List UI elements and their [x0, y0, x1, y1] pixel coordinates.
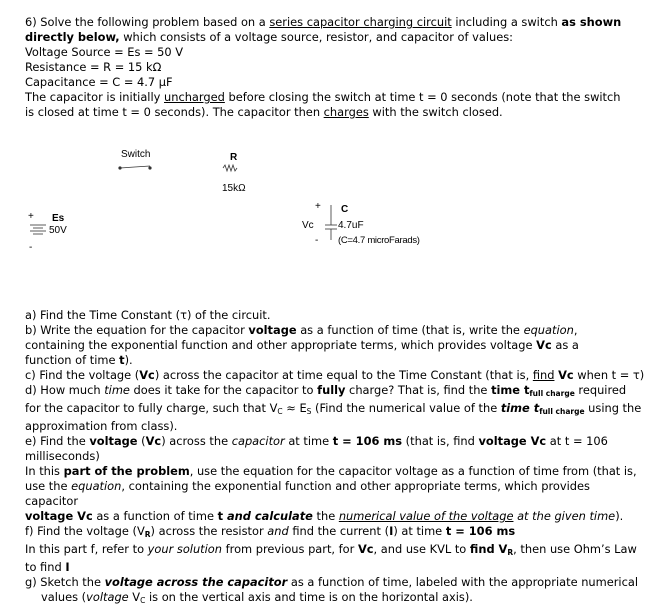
- text: voltage: [89, 434, 138, 448]
- text: 6) Solve the following problem based on a: [25, 15, 270, 29]
- text: charge? That is, find the: [345, 383, 492, 397]
- text: at the given time: [513, 509, 616, 523]
- intro-line-1: [25, 15, 640, 30]
- source-value: 50V: [49, 225, 67, 236]
- text: ).: [124, 353, 133, 367]
- text: the: [312, 509, 339, 523]
- text: as a function of time: [92, 509, 218, 523]
- text: which consists of a voltage source, resistor, and capacitor of values:: [119, 30, 513, 44]
- circuit-diagram: [0, 140, 665, 260]
- text: c) Find the voltage (: [25, 368, 140, 382]
- capacitor-label: C: [341, 204, 349, 215]
- problem-intro: [25, 15, 640, 120]
- text: I: [389, 524, 394, 538]
- question-b-line-3: [25, 353, 640, 368]
- intro-line-2: [25, 30, 640, 45]
- text: from previous part, for: [222, 542, 358, 556]
- text: voltage Vc: [25, 509, 93, 523]
- question-g-line-1: [25, 575, 640, 590]
- text: voltage across the capacitor: [104, 575, 288, 589]
- question-c: [25, 368, 645, 383]
- text: your solution: [147, 542, 222, 556]
- text: ) at time: [393, 524, 446, 538]
- text: S: [306, 407, 312, 416]
- text: , containing the exponential function and other appropriate terms, which provides: [121, 479, 590, 493]
- text: ) across the: [161, 434, 232, 448]
- capacitance-value: Capacitance = C = 4.7 μF: [25, 75, 173, 89]
- text: at t = 106: [546, 434, 608, 448]
- text: with the switch closed.: [368, 105, 503, 119]
- text: time t: [491, 383, 530, 397]
- instruction-line-2: [25, 479, 640, 494]
- text: (: [137, 434, 146, 448]
- text: part of the problem: [63, 464, 190, 478]
- instruction-line-4: [25, 509, 640, 524]
- text: ).: [615, 509, 624, 523]
- text: capacitor: [231, 434, 285, 448]
- text: is closed at time t = 0 seconds). The capacitor then: [25, 105, 324, 119]
- capacitor-minus-sign: -: [315, 235, 319, 246]
- text: use the: [25, 479, 72, 493]
- text: uncharged: [164, 90, 225, 104]
- source-plus-sign: +: [28, 211, 34, 222]
- text: g) Sketch the: [25, 575, 105, 589]
- text: voltage: [248, 323, 297, 337]
- switch-label: Switch: [121, 149, 151, 160]
- text: V: [128, 590, 141, 604]
- question-d-line-1: [25, 383, 640, 401]
- text: is on the vertical axis and time is on the horizontal axis).: [145, 590, 473, 604]
- text: numerical value of the voltage: [338, 509, 514, 523]
- text: ) across the capacitor at time equal to the Time Constant (that is,: [154, 368, 533, 382]
- intro-line-6: [25, 90, 640, 105]
- capacitor-plus-sign: +: [315, 201, 321, 212]
- source-minus-sign: -: [29, 242, 33, 253]
- text: equation: [523, 323, 574, 337]
- resistance-value: Resistance = R = 15 kΩ: [25, 60, 162, 74]
- question-e-line-2: milliseconds): [25, 449, 100, 463]
- text: I: [65, 560, 70, 574]
- battery-symbol: [30, 225, 46, 234]
- question-d-line-3: approximation from class).: [25, 419, 178, 433]
- text: time: [104, 383, 130, 397]
- instruction-line-1: [25, 464, 640, 479]
- capacitor-symbol: [325, 205, 337, 240]
- text: full charge: [529, 389, 575, 398]
- text: Vc: [536, 338, 552, 352]
- text: as a: [551, 338, 579, 352]
- questions: [25, 308, 645, 608]
- text: and calculate: [223, 509, 313, 523]
- text: C: [140, 596, 146, 605]
- text: including a switch: [451, 15, 562, 29]
- text: required: [574, 383, 627, 397]
- text: as shown: [561, 15, 622, 29]
- question-b-line-1: [25, 323, 640, 338]
- text: when t = τ): [573, 368, 645, 382]
- text: series capacitor charging circuit: [269, 15, 452, 29]
- text: full charge: [539, 407, 585, 416]
- text: Vc: [357, 542, 374, 556]
- question-f-line-1: [25, 524, 640, 542]
- text: directly below,: [25, 30, 120, 44]
- intro-line-7: [25, 105, 640, 120]
- text: t = 106 ms: [332, 434, 403, 448]
- text: as a function of time (that is, write the: [296, 323, 524, 337]
- text: t = 106 ms: [445, 524, 516, 538]
- text: ) across the resistor: [150, 524, 268, 538]
- text: find the current (: [288, 524, 390, 538]
- text: b) Write the equation for the capacitor: [25, 323, 249, 337]
- voltage-source-value: Voltage Source = Es = 50 V: [25, 45, 184, 59]
- text: The capacitor is initially: [25, 90, 164, 104]
- text: e) Find the: [25, 434, 90, 448]
- capacitor-voltage-label: Vc: [302, 220, 314, 231]
- resistor-label: R: [230, 152, 238, 163]
- text: find: [532, 368, 555, 382]
- text: function of time: [25, 353, 120, 367]
- text: equation: [71, 479, 122, 493]
- switch-symbol: [119, 166, 151, 169]
- text: f) Find the voltage (V: [25, 524, 145, 538]
- text: ≈ E: [282, 401, 307, 415]
- question-f-line-3: [25, 560, 640, 575]
- source-label: Es: [52, 213, 65, 224]
- text: time t: [500, 401, 540, 415]
- text: for the capacitor to fully charge, such that V: [25, 401, 278, 415]
- question-d-line-2: [25, 401, 640, 419]
- text: , and use KVL to: [373, 542, 470, 556]
- text: before closing the switch at time t = 0 seconds (note that the switch: [224, 90, 621, 104]
- text: Vc: [139, 368, 155, 382]
- text: fully: [317, 383, 346, 397]
- text: (Find the numerical value of the: [311, 401, 501, 415]
- text: as a function of time, labeled with the appropriate numerical: [287, 575, 639, 589]
- text: find V: [469, 542, 508, 556]
- text: does it take for the capacitor to: [129, 383, 318, 397]
- question-e-line-1: [25, 434, 640, 449]
- circuit-wires: [0, 140, 665, 260]
- text: voltage Vc: [478, 434, 547, 448]
- resistor-value: 15kΩ: [222, 183, 246, 194]
- text: t: [217, 509, 224, 523]
- text: at time: [284, 434, 333, 448]
- resistor-symbol: [223, 165, 237, 171]
- text: R: [144, 530, 151, 539]
- text: In this part f, refer to: [25, 542, 148, 556]
- text: charges: [323, 105, 369, 119]
- text: R: [507, 548, 514, 557]
- text: using the: [584, 401, 642, 415]
- question-b-line-2: [25, 338, 640, 353]
- instruction-line-3: capacitor: [25, 494, 78, 508]
- text: Vc: [145, 434, 162, 448]
- text: In this: [25, 464, 64, 478]
- text: d) How much: [25, 383, 105, 397]
- text: Vc: [558, 368, 574, 382]
- text: C: [277, 407, 283, 416]
- text: (that is, find: [402, 434, 479, 448]
- capacitor-note: (C=4.7 microFarads): [338, 235, 420, 246]
- text: , use the equation for the capacitor voltage as a function of time from (that is,: [189, 464, 637, 478]
- text: values (: [41, 590, 87, 604]
- text: and: [267, 524, 289, 538]
- text: containing the exponential function and other appropriate terms, which provides voltage: [25, 338, 537, 352]
- text: , then use Ohm’s Law: [513, 542, 637, 556]
- text: ,: [573, 323, 578, 337]
- question-f-line-2: [25, 542, 640, 560]
- text: to find: [25, 560, 66, 574]
- capacitor-value: 4.7uF: [338, 220, 364, 231]
- text: voltage: [86, 590, 129, 604]
- text: t: [119, 353, 125, 367]
- question-a: a) Find the Time Constant (τ) of the circuit.: [25, 308, 271, 322]
